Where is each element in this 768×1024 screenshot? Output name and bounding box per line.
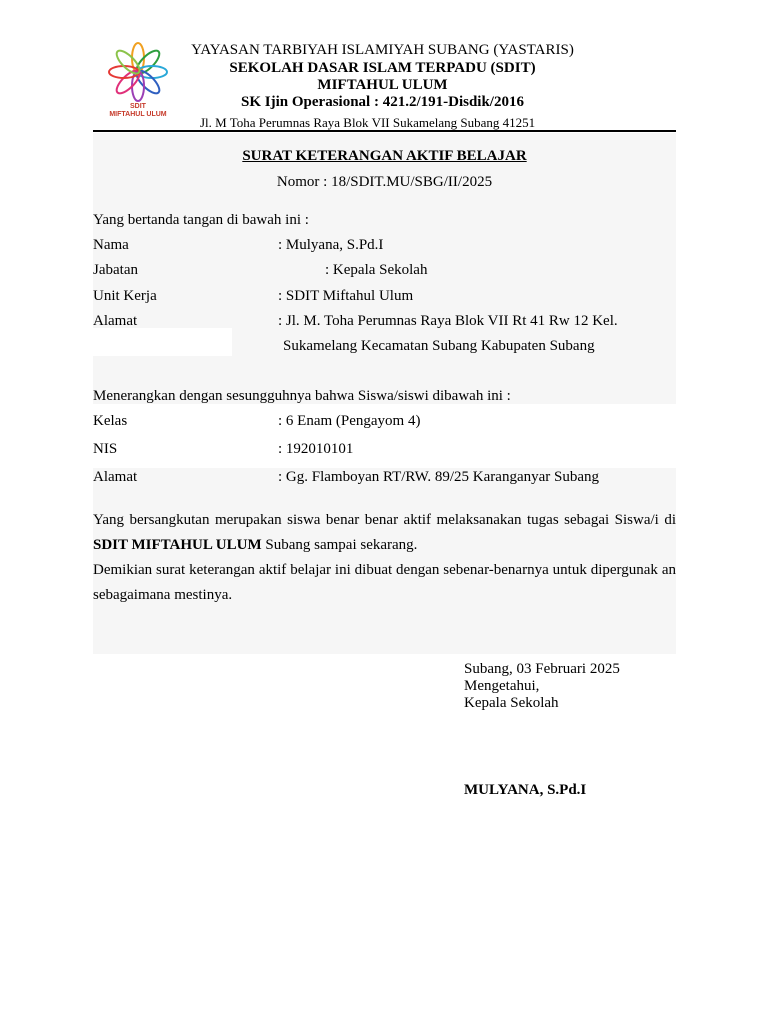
body-paragraph-1-a: Yang bersangkutan merupakan siswa benar benar aktif melaksanakan tugas sebagai Siswa/i di	[93, 512, 676, 528]
nama-value: : Mulyana, S.Pd.I	[278, 237, 384, 253]
signatory-address-line2: Sukamelang Kecamatan Subang Kabupaten Subang	[283, 338, 595, 354]
kelas-value: : 6 Enam (Pengayom 4)	[278, 413, 421, 429]
letter-number: Nomor : 18/SDIT.MU/SBG/II/2025	[276, 174, 493, 190]
signatory-position: Kepala Sekolah	[464, 695, 559, 711]
student-address-label: Alamat	[93, 469, 138, 485]
school-logo	[93, 40, 183, 120]
declaration-text: Menerangkan dengan sesungguhnya bahwa Siswa/siswi dibawah ini :	[93, 388, 511, 404]
kelas-label: Kelas	[93, 413, 128, 429]
logo-text-1: SDIT	[130, 103, 146, 110]
flower-logo-icon	[93, 40, 183, 120]
unit-label: Unit Kerja	[93, 288, 157, 304]
body-paragraph-1-b: Subang sampai sekarang.	[261, 537, 418, 553]
unit-value: : SDIT Miftahul Ulum	[278, 288, 414, 304]
school-name: MIFTAHUL ULUM	[317, 77, 448, 93]
school-type: SEKOLAH DASAR ISLAM TERPADU (SDIT)	[229, 60, 536, 76]
jabatan-value: : Kepala Sekolah	[325, 262, 428, 278]
nis-label: NIS	[93, 441, 118, 457]
letter-title: SURAT KETERANGAN AKTIF BELAJAR	[242, 148, 527, 164]
foundation-name: YAYASAN TARBIYAH ISLAMIYAH SUBANG (YASTARIS)	[191, 42, 574, 58]
signatory-address-label: Alamat	[93, 313, 138, 329]
student-address-value: : Gg. Flamboyan RT/RW. 89/25 Karanganyar Subang	[278, 469, 600, 485]
signatory-name: MULYANA, S.Pd.I	[464, 782, 587, 798]
body-paragraph-2: Demikian surat keterangan aktif belajar ini dibuat dengan sebenar-benarnya untuk dipergunak an sebagaimana mestinya.	[93, 562, 676, 603]
intro-text: Yang bertanda tangan di bawah ini :	[93, 212, 309, 228]
signatory-address-line1: : Jl. M. Toha Perumnas Raya Blok VII Rt 41 Rw 12 Kel.	[278, 313, 618, 329]
known-by: Mengetahui,	[464, 678, 540, 694]
school-address: Jl. M Toha Perumnas Raya Blok VII Sukamelang Subang 41251	[200, 115, 536, 130]
body-paragraph-1	[93, 508, 676, 558]
school-name-inline: SDIT MIFTAHUL ULUM	[93, 537, 262, 553]
nama-label: Nama	[93, 237, 129, 253]
operational-license: SK Ijin Operasional : 421.2/191-Disdik/2016	[241, 94, 524, 110]
jabatan-label: Jabatan	[93, 262, 138, 278]
logo-text-2: MIFTAHUL ULUM	[109, 111, 167, 118]
nis-value: : 192010101	[278, 441, 354, 457]
place-date: Subang, 03 Februari 2025	[464, 661, 620, 677]
header-divider	[93, 130, 676, 132]
